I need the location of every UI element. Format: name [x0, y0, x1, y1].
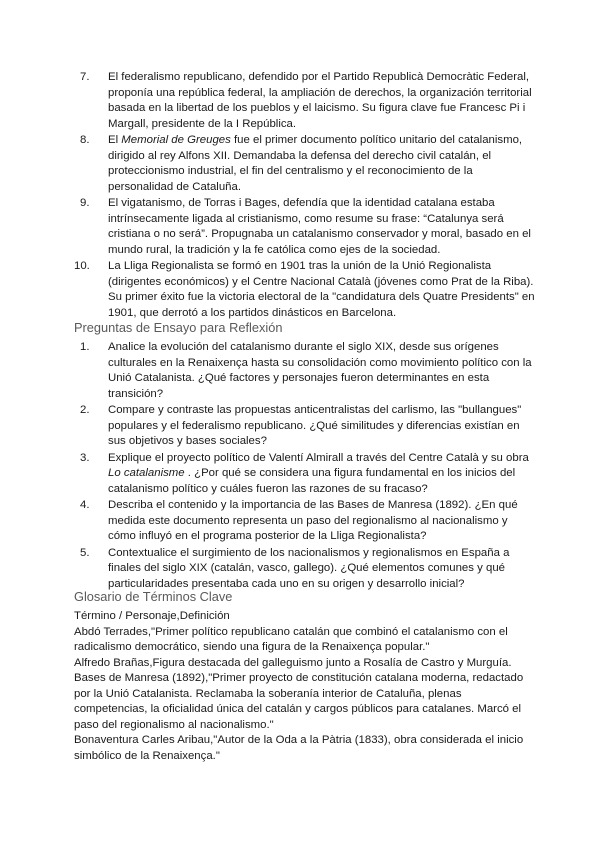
list-item	[0, 70, 600, 132]
list-number: 8.	[80, 134, 90, 146]
list-item	[0, 546, 600, 593]
glossary-row: Abdó Terrades,"Primer político republicano catalán que combinó el catalanismo con el radicalismo democrático, siendo una figura de la Renaixença popular."	[74, 625, 508, 653]
list-text	[108, 452, 529, 495]
list-text: Compare y contraste las propuestas anticentralistas del carlismo, las "bullangues" populares y el federalismo republicano. ¿Qué similitudes y diferencias existían en sus objetivos y bases sociales?	[108, 404, 522, 447]
glossary-row: Bonaventura Carles Aribau,"Autor de la Oda a la Pàtria (1833), obra considerada el inicio simbólico de la Renaixença."	[74, 734, 524, 762]
glossary-row: Bases de Manresa (1892),"Primer proyecto de constitución catalana moderna, redactado por la Unió Catalanista. Reclamaba la soberanía interior de Cataluña, plenas competencias, la oficialidad única del catalán y cargos públicos para catalanes. Marcó el paso del regionalismo al nacionalismo."	[74, 672, 524, 731]
glossary-row: Alfredo Brañas,Figura destacada del galleguismo junto a Rosalía de Castro y Murguía.	[74, 656, 512, 669]
list-number: 3.	[80, 451, 90, 464]
list-item	[0, 403, 600, 450]
list-number: 1.	[80, 341, 90, 353]
list-number: 10.	[74, 260, 90, 272]
list-text: Analice la evolución del catalanismo durante el siglo XIX, desde sus orígenes culturales en la Renaixença hasta su consolidación como movimiento político con la Unió Catalanista. ¿Qué factores y personajes fueron determinantes en esta transición?	[108, 341, 532, 400]
text-fragment: fue el primer documento político unitario del catalanismo, dirigido al rey Alfons XII. Demandaba la defensa del derecho civil catalán, el proteccionismo industrial, el fin del centralismo y el reconocimiento de la personalidad de Cataluña.	[108, 134, 523, 193]
list-number: 7.	[80, 71, 90, 83]
text-fragment: Explique el proyecto político de Valentí Almirall a través del Centre Català y su obra	[108, 451, 529, 464]
list-text: Contextualice el surgimiento de los nacionalismos y regionalismos en España a finales del siglo XIX (catalán, vasco, gallego). ¿Qué elementos comunes y qué particularidades presentaba cada uno en su origen y desarrollo inicial?	[108, 546, 510, 590]
list-item	[0, 451, 600, 498]
list-text: El federalismo republicano, defendido por el Partido Republicà Democràtic Federal, proponía una república federal, la ampliación de derechos, la organización territorial basada en la libertad de los pueblos y el laicismo. Su figura clave fue Francesc Pi i Margall, presidente de la I República.	[108, 71, 532, 130]
list-text: Describa el contenido y la importancia de las Bases de Manresa (1892). ¿En qué medida este documento representa un paso del regionalismo al nacionalismo y cómo influyó en el programa posterior de la Lliga Regionalista?	[108, 499, 518, 542]
list-item	[0, 196, 600, 258]
text-fragment: El	[108, 134, 122, 146]
essay-section-heading: Preguntas de Ensayo para Reflexión	[74, 320, 283, 335]
list-number: 4.	[80, 499, 90, 511]
glossary-section-heading: Glosario de Términos Clave	[74, 589, 233, 604]
list-text	[108, 134, 522, 193]
list-number: 5.	[80, 546, 90, 559]
list-text: El vigatanismo, de Torras i Bages, defendía que la identidad catalana estaba intrínsecamente ligada al cristianismo, como resume su frase: “Catalunya será cristiana o no será”. Propugnaba un catalanismo conservador y moral, basado en el mundo rural, la tradición y la fe católica como ejes de la sociedad.	[108, 197, 531, 256]
list-number: 9.	[80, 197, 90, 209]
list-item	[0, 498, 600, 545]
italic-title: Memorial de Greuges	[121, 134, 231, 146]
history-list	[0, 70, 600, 322]
essay-questions-list	[0, 340, 600, 593]
glossary-table	[74, 609, 534, 764]
italic-title: Lo catalanisme	[108, 467, 185, 479]
list-item	[0, 133, 600, 195]
glossary-header-row: Término / Personaje,Definición	[74, 610, 230, 622]
list-item	[0, 340, 600, 402]
list-number: 2.	[80, 404, 90, 416]
list-item	[0, 259, 600, 321]
text-fragment: . ¿Por qué se considera una figura fundamental en los inicios del catalanismo político y cuáles fueron las razones de su fracaso?	[108, 467, 516, 495]
list-text: La Lliga Regionalista se formó en 1901 tras la unión de la Unió Regionalista (dirigentes económicos) y el Centre Nacional Català (jóvenes como Prat de la Riba). Su primer éxito fue la victoria electoral de la "candidatura dels Quatre Presidents" en 1901, que derrotó a los partidos dinásticos en Barcelona.	[108, 260, 535, 319]
